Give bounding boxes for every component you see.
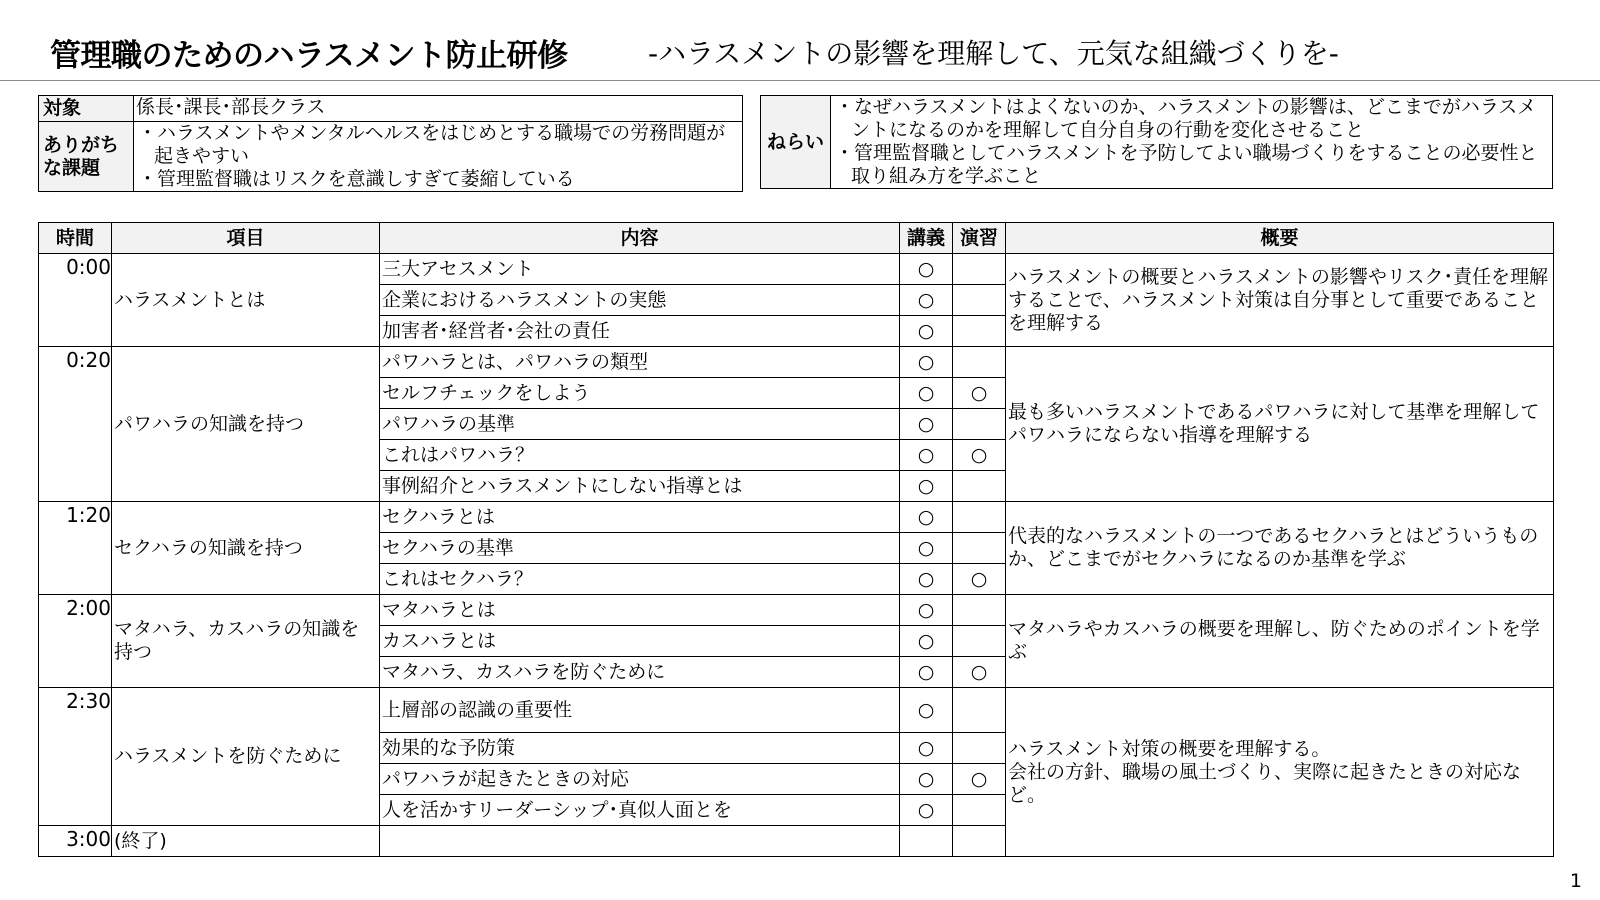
target-value: 係長･課長･部長クラス [134,96,743,122]
end-time-cell: 3:00 [39,826,112,857]
header-content: 内容 [380,223,900,254]
content-cell: 事例紹介とハラスメントにしない指導とは [380,471,900,502]
exercise-mark [953,316,1006,347]
empty-cell [380,826,900,857]
lecture-mark: ○ [900,764,953,795]
content-cell: 三大アセスメント [380,254,900,285]
exercise-mark: ○ [953,440,1006,471]
lecture-mark: ○ [900,595,953,626]
lecture-mark: ○ [900,533,953,564]
content-cell: 加害者･経営者･会社の責任 [380,316,900,347]
lecture-mark: ○ [900,254,953,285]
summary-cell: 代表的なハラスメントの一つであるセクハラとはどういうものか、どこまでがセクハラになるのか基準を学ぶ [1006,502,1554,595]
end-item-cell: (終了) [112,826,380,857]
lecture-mark: ○ [900,347,953,378]
exercise-mark: ○ [953,764,1006,795]
exercise-mark [953,626,1006,657]
issues-cell [134,122,743,192]
lecture-mark: ○ [900,471,953,502]
target-label: 対象 [39,96,134,122]
issues-label: ありがちな課題 [39,122,134,192]
lecture-mark: ○ [900,657,953,688]
exercise-mark [953,409,1006,440]
exercise-mark [953,533,1006,564]
content-cell: マタハラとは [380,595,900,626]
time-cell: 2:00 [39,595,112,688]
schedule-header-row [39,223,1554,254]
schedule-table [38,222,1554,857]
table-row [39,595,1554,626]
issues-row [39,122,743,192]
goal-item: ・ なぜハラスメントはよくないのか、ハラスメントの影響は、どこまでがハラスメントになるのかを理解して自分自身の行動を変化させること [833,96,1550,142]
time-cell: 1:20 [39,502,112,595]
item-cell: セクハラの知識を持つ [112,502,380,595]
header-summary: 概要 [1006,223,1554,254]
time-cell: 2:30 [39,688,112,826]
exercise-mark [953,285,1006,316]
exercise-mark [953,688,1006,733]
exercise-mark [953,471,1006,502]
header-lecture: 講義 [900,223,953,254]
goals-cell [831,96,1553,189]
item-cell: ハラスメントとは [112,254,380,347]
item-cell: マタハラ、カスハラの知識を持つ [112,595,380,688]
table-row [39,688,1554,733]
item-cell: パワハラの知識を持つ [112,347,380,502]
exercise-mark [953,254,1006,285]
page-subtitle: -ハラスメントの影響を理解して、元気な組織づくりを- [648,37,1339,70]
schedule-body [39,254,1554,857]
header-exercise: 演習 [953,223,1006,254]
exercise-mark [953,795,1006,826]
lecture-mark: ○ [900,795,953,826]
exercise-mark: ○ [953,657,1006,688]
content-cell: 人を活かすリーダーシップ･真似人面とを [380,795,900,826]
lecture-mark: ○ [900,688,953,733]
item-cell: ハラスメントを防ぐために [112,688,380,826]
content-cell: パワハラとは、パワハラの類型 [380,347,900,378]
exercise-mark [953,502,1006,533]
lecture-mark: ○ [900,378,953,409]
table-row [39,347,1554,378]
exercise-mark [953,347,1006,378]
empty-cell [900,826,953,857]
goal-item: ・ 管理監督職としてハラスメントを予防してよい職場づくりをすることの必要性と取り組み方を学ぶこと [833,142,1550,188]
exercise-mark [953,733,1006,764]
header-item: 項目 [112,223,380,254]
lecture-mark: ○ [900,502,953,533]
goals-table [760,95,1553,189]
exercise-mark [953,595,1006,626]
empty-cell [953,826,1006,857]
content-cell: 上層部の認識の重要性 [380,688,900,733]
overview-table [38,95,743,192]
header-time: 時間 [39,223,112,254]
issue-item: ・ 管理監督職はリスクを意識しすぎて萎縮している [136,168,740,191]
lecture-mark: ○ [900,409,953,440]
content-cell: これはパワハラ？ [380,440,900,471]
summary-cell: マタハラやカスハラの概要を理解し、防ぐためのポイントを学ぶ [1006,595,1554,688]
lecture-mark: ○ [900,626,953,657]
lecture-mark: ○ [900,285,953,316]
content-cell: カスハラとは [380,626,900,657]
page-title: 管理職のためのハラスメント防止研修 [50,38,568,74]
page-number: 1 [1569,870,1582,892]
goals-label: ねらい [761,96,831,189]
table-row [39,254,1554,285]
content-cell: マタハラ、カスハラを防ぐために [380,657,900,688]
table-row [39,502,1554,533]
lecture-mark: ○ [900,733,953,764]
issue-item: ・ ハラスメントやメンタルヘルスをはじめとする職場での労務問題が起きやすい [136,122,740,168]
exercise-mark: ○ [953,564,1006,595]
issues-list [136,122,740,191]
content-cell: セクハラとは [380,502,900,533]
summary-cell: ハラスメントの概要とハラスメントの影響やリスク･責任を理解することで、ハラスメント対策は自分事として重要であることを理解する [1006,254,1554,347]
content-cell: パワハラの基準 [380,409,900,440]
target-row [39,96,743,122]
summary-cell: 最も多いハラスメントであるパワハラに対して基準を理解してパワハラにならない指導を理解する [1006,347,1554,502]
goals-list [833,96,1550,188]
lecture-mark: ○ [900,316,953,347]
header [0,0,1600,81]
summary-cell: ハラスメント対策の概要を理解する。 会社の方針、職場の風土づくり、実際に起きたときの対応など。 [1006,688,1554,857]
content-cell: セクハラの基準 [380,533,900,564]
content-cell: 効果的な予防策 [380,733,900,764]
time-cell: 0:00 [39,254,112,347]
content-cell: これはセクハラ？ [380,564,900,595]
content-cell: 企業におけるハラスメントの実態 [380,285,900,316]
goals-row [761,96,1553,189]
content-cell: セルフチェックをしよう [380,378,900,409]
lecture-mark: ○ [900,564,953,595]
time-cell: 0:20 [39,347,112,502]
content-cell: パワハラが起きたときの対応 [380,764,900,795]
exercise-mark: ○ [953,378,1006,409]
lecture-mark: ○ [900,440,953,471]
